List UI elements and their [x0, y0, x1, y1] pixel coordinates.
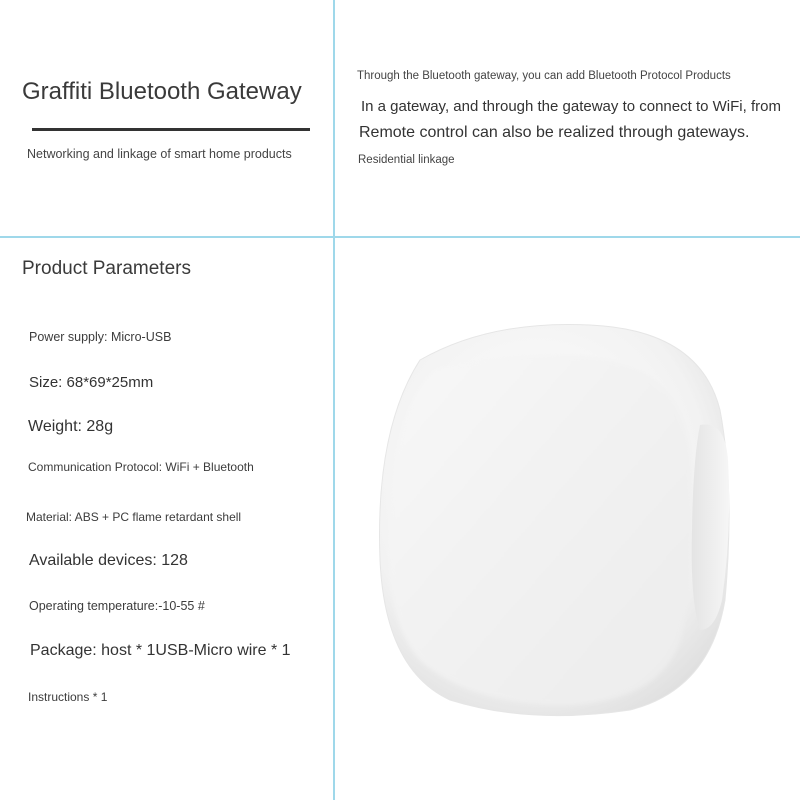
param-package: Package: host * 1USB-Micro wire * 1	[30, 642, 291, 659]
page-title: Graffiti Bluetooth Gateway	[22, 78, 302, 105]
param-instructions: Instructions * 1	[28, 690, 108, 704]
gateway-device-image	[360, 300, 780, 740]
page-subtitle: Networking and linkage of smart home products	[27, 147, 292, 161]
param-power-supply: Power supply: Micro-USB	[29, 330, 172, 344]
vertical-divider	[333, 0, 335, 800]
intro-line-1: Through the Bluetooth gateway, you can add Bluetooth Protocol Products	[357, 70, 731, 82]
param-available-devices: Available devices: 128	[29, 552, 188, 569]
horizontal-divider	[0, 236, 800, 238]
params-title: Product Parameters	[22, 258, 191, 279]
param-weight: Weight: 28g	[28, 418, 114, 435]
param-operating-temperature: Operating temperature:-10-55 #	[29, 599, 205, 613]
intro-line-2: In a gateway, and through the gateway to connect to WiFi, from	[361, 98, 781, 115]
param-material: Material: ABS + PC flame retardant shell	[26, 510, 242, 524]
title-underline	[32, 128, 310, 131]
param-protocol: Communication Protocol: WiFi + Bluetooth	[28, 460, 254, 474]
intro-line-3: Remote control can also be realized through gateways.	[359, 124, 750, 141]
intro-line-4: Residential linkage	[358, 154, 455, 166]
param-size: Size: 68*69*25mm	[29, 374, 154, 391]
